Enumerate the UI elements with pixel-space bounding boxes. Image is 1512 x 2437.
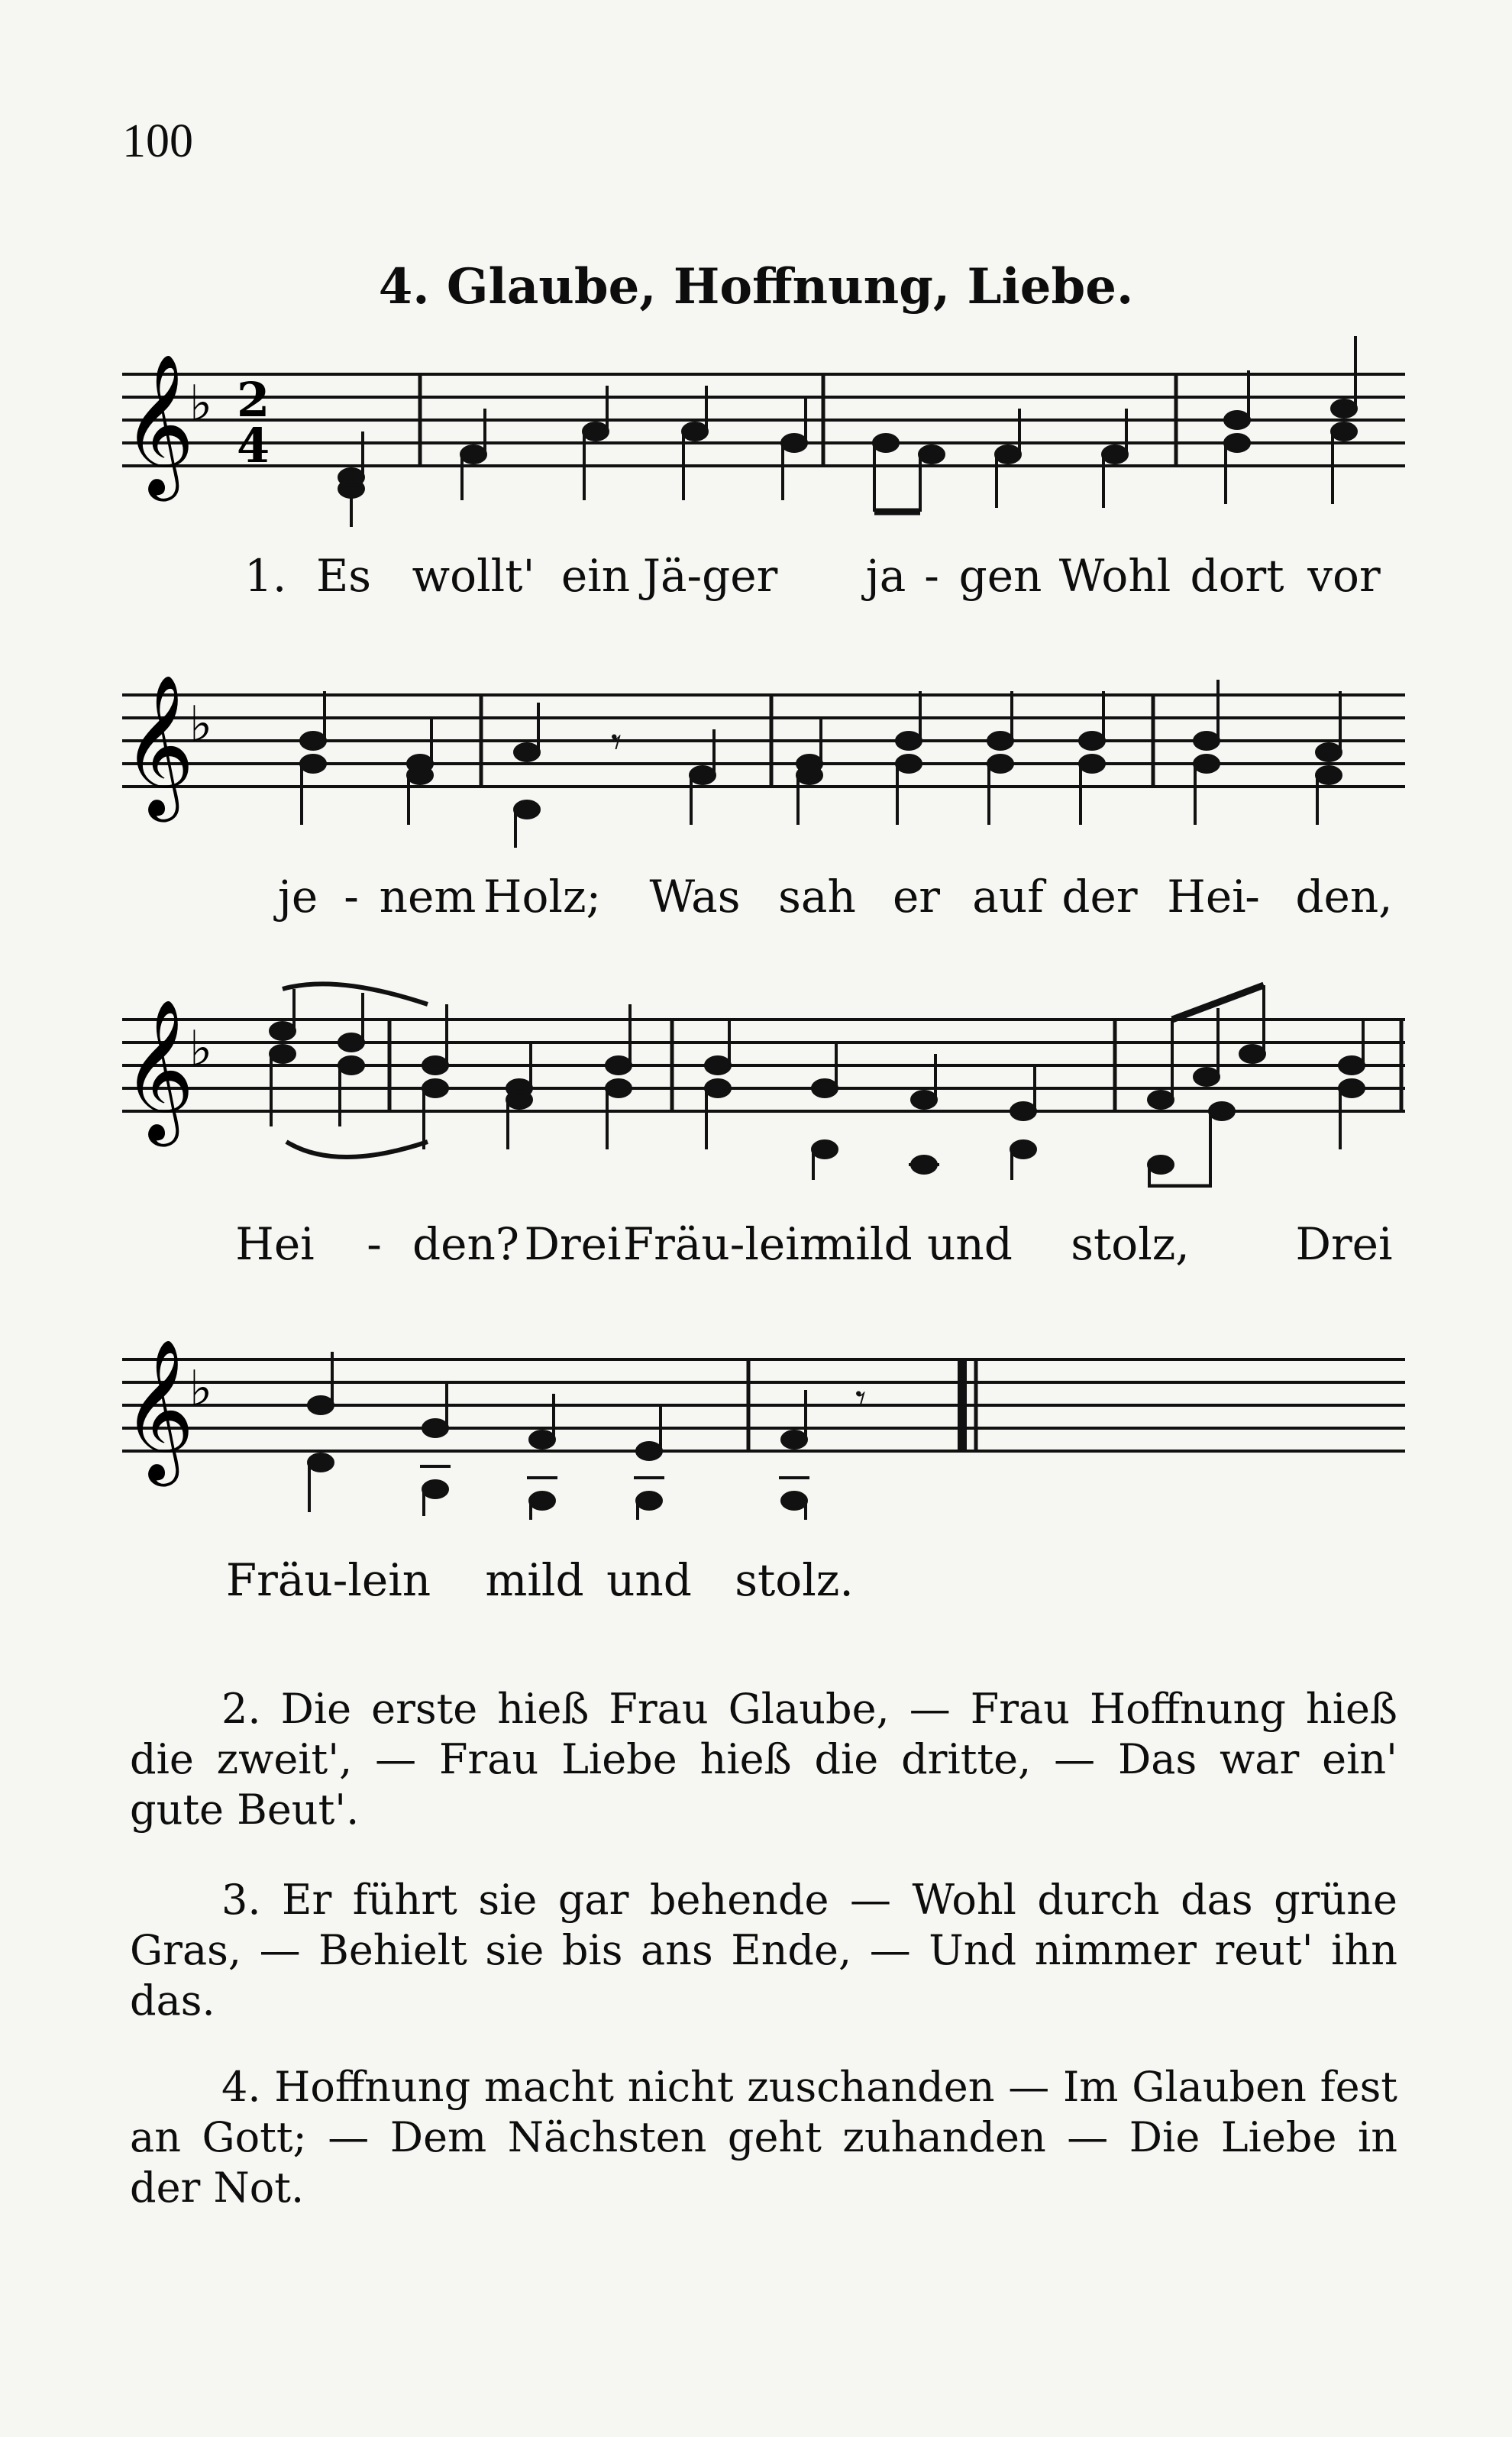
song-title: 4. Glaube, Hoffnung, Liebe. [378, 258, 1134, 315]
verse-number: 4. [221, 2063, 261, 2111]
syllable: wollt' [412, 550, 535, 602]
verse-number: 3. [221, 1876, 261, 1924]
staff-3 [122, 974, 1405, 1188]
syllable: sah [778, 871, 856, 923]
syllable: nem [379, 871, 477, 923]
music-system-1 [122, 336, 1405, 642]
syllable: der [1061, 871, 1138, 923]
syllable: mild [485, 1554, 584, 1606]
flat-sign: ♭ [189, 1361, 213, 1417]
verse-text: Er führt sie gar behende — Wohl durch das grüne Gras, — Behielt sie bis ans Ende, — Und nimmer reut' ihn das. [130, 1876, 1397, 2025]
syllable: Hei [1167, 871, 1246, 923]
syllable: - [1245, 871, 1260, 923]
lyrics-line-2 [122, 871, 1405, 932]
syllable: und [927, 1218, 1013, 1270]
syllable: Drei [524, 1218, 622, 1270]
notes-system-4 [309, 1352, 866, 1520]
verse-2 [130, 1684, 1397, 1835]
syllable: er [892, 871, 941, 923]
treble-clef: 𝄞 [122, 1337, 195, 1480]
lyrics-line-1 [122, 550, 1405, 611]
syllable: je [277, 871, 318, 923]
svg-text:𝄾: 𝄾 [611, 718, 622, 766]
treble-clef: 𝄞 [122, 673, 195, 816]
syllable: - [924, 550, 939, 602]
syllable: Hei [235, 1218, 315, 1270]
syllable: Fräu-lein [225, 1554, 431, 1606]
notes-system-1 [339, 336, 1356, 527]
lyrics-line-3 [122, 1218, 1405, 1279]
svg-text:𝄾: 𝄾 [855, 1375, 867, 1423]
syllable: den? [412, 1218, 519, 1270]
verse-4 [130, 2062, 1397, 2213]
flat-sign: ♭ [189, 376, 213, 432]
syllable: mild [813, 1218, 913, 1270]
treble-clef: 𝄞 [122, 997, 195, 1140]
syllable: den, [1295, 871, 1393, 923]
staff-2 [122, 657, 1405, 855]
staff-1 [122, 336, 1405, 535]
syllable: auf [972, 871, 1044, 923]
verse-label: 1. [244, 550, 287, 602]
staff-4 [122, 1329, 1405, 1527]
time-sig-bottom: 4 [237, 418, 270, 474]
syllable: ja [865, 550, 906, 602]
flat-sign: ♭ [189, 697, 213, 753]
syllable: Drei [1295, 1218, 1393, 1270]
music-system-4 [122, 1329, 1405, 1634]
syllable: ein [561, 550, 631, 602]
verse-text: Hoffnung macht nicht zuschanden — Im Glauben fest an Gott; — Dem Nächsten geht zuhanden — Die Liebe in der Not. [130, 2063, 1398, 2212]
verse-3 [130, 1875, 1397, 2026]
music-system-3 [122, 974, 1405, 1294]
time-sig-top: 2 [237, 372, 270, 428]
treble-clef: 𝄞 [122, 352, 195, 495]
syllable: dort [1190, 550, 1284, 602]
verse-number: 2. [221, 1685, 261, 1733]
syllable: vor [1307, 550, 1381, 602]
syllable: Es [315, 550, 372, 602]
notes-system-3 [270, 985, 1364, 1188]
syllable: - [367, 1218, 382, 1270]
verse-text: Die erste hieß Frau Glaube, — Frau Hoffnung hieß die zweit', — Frau Liebe hieß die dritte, — Das war ein' gute Beut'. [130, 1685, 1397, 1834]
syllable: Holz; [483, 871, 602, 923]
syllable: stolz, [1071, 1218, 1190, 1270]
lyrics-line-4 [122, 1554, 1405, 1615]
music-system-2 [122, 657, 1405, 962]
syllable: gen [958, 550, 1042, 602]
page-number: 100 [122, 115, 193, 167]
syllable: Fräu-lein [622, 1218, 829, 1270]
syllable: Jä-ger [642, 550, 778, 602]
syllable: stolz. [735, 1554, 854, 1606]
syllable: Was [649, 871, 741, 923]
syllable: Wohl [1058, 550, 1171, 602]
syllable: - [344, 871, 359, 923]
syllable: und [606, 1554, 692, 1606]
flat-sign: ♭ [189, 1021, 213, 1078]
